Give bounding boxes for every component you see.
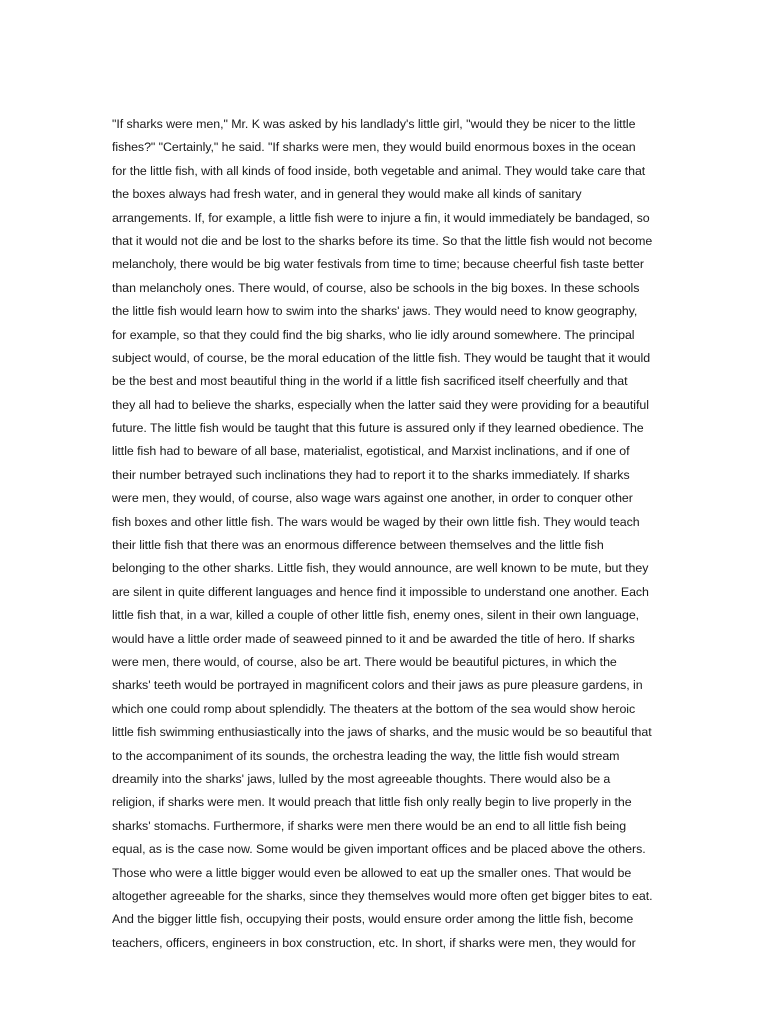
text-line: sharks' stomachs. Furthermore, if sharks were men there would be an end to all little fish being: [112, 818, 627, 833]
text-line: which one could romp about splendidly. The theaters at the bottom of the sea would show heroic: [112, 701, 636, 716]
text-line: dreamily into the sharks' jaws, lulled by the most agreeable thoughts. There would also be a: [112, 771, 611, 786]
text-line: they all had to believe the sharks, especially when the latter said they were providing for a beautiful: [112, 397, 649, 412]
text-line: arrangements. If, for example, a little fish were to injure a fin, it would immediately be bandaged, so: [112, 210, 650, 225]
text-line: their little fish that there was an enormous difference between themselves and the little fish: [112, 538, 604, 553]
text-line: little fish swimming enthusiastically into the jaws of sharks, and the music would be so beautiful that: [112, 725, 652, 740]
text-line: altogether agreeable for the sharks, since they themselves would more often get bigger bites to eat.: [112, 888, 653, 903]
text-line: fishes?" "Certainly," he said. "If sharks were men, they would build enormous boxes in the ocean: [112, 140, 636, 155]
text-line: would have a little order made of seaweed pinned to it and be awarded the title of hero. If sharks: [112, 631, 635, 646]
text-line: the boxes always had fresh water, and in general they would make all kinds of sanitary: [112, 187, 582, 202]
text-line: future. The little fish would be taught that this future is assured only if they learned obedience. The: [112, 421, 644, 436]
text-line: religion, if sharks were men. It would preach that little fish only really begin to live properly in the: [112, 795, 632, 810]
text-line: to the accompaniment of its sounds, the orchestra leading the way, the little fish would stream: [112, 748, 620, 763]
text-line: melancholy, there would be big water festivals from time to time; because cheerful fish taste better: [112, 257, 644, 272]
text-line: fish boxes and other little fish. The wars would be waged by their own little fish. They would teach: [112, 514, 640, 529]
text-line: were men, they would, of course, also wage wars against one another, in order to conquer other: [112, 491, 633, 506]
text-line: And the bigger little fish, occupying their posts, would ensure order among the little fish, become: [112, 912, 634, 927]
text-line: little fish that, in a war, killed a couple of other little fish, enemy ones, silent in their own language,: [112, 608, 640, 623]
text-line: "If sharks were men," Mr. K was asked by his landlady's little girl, "would they be nicer to the little: [112, 117, 636, 131]
text-line: sharks' teeth would be portrayed in magnificent colors and their jaws as pure pleasure gardens, in: [112, 678, 643, 693]
text-line: the little fish would learn how to swim into the sharks' jaws. They would need to know geography,: [112, 304, 638, 319]
text-line: that it would not die and be lost to the sharks before its time. So that the little fish would not become: [112, 233, 653, 248]
text-line: are silent in quite different languages and hence find it impossible to understand one another. Each: [112, 584, 649, 599]
text-line: equal, as is the case now. Some would be given important offices and be placed above the others.: [112, 842, 646, 857]
text-line: for the little fish, with all kinds of food inside, both vegetable and animal. They would take care that: [112, 163, 646, 178]
body-text: [112, 113, 660, 955]
text-line: were men, there would, of course, also be art. There would be beautiful pictures, in which the: [112, 654, 617, 669]
text-line: for example, so that they could find the big sharks, who lie idly around somewhere. The principal: [112, 327, 635, 342]
text-line: their number betrayed such inclinations they had to report it to the sharks immediately. If sharks: [112, 467, 630, 482]
text-line: be the best and most beautiful thing in the world if a little fish sacrificed itself cheerfully and that: [112, 374, 628, 389]
text-line: subject would, of course, be the moral education of the little fish. They would be taught that it would: [112, 350, 651, 365]
text-line: belonging to the other sharks. Little fish, they would announce, are well known to be mute, but they: [112, 561, 649, 576]
text-line: teachers, officers, engineers in box construction, etc. In short, if sharks were men, they would for: [112, 935, 636, 950]
text-line: little fish had to beware of all base, materialist, egotistical, and Marxist inclinations, and if one of: [112, 444, 630, 459]
text-line: than melancholy ones. There would, of course, also be schools in the big boxes. In these schools: [112, 280, 640, 295]
text-line: Those who were a little bigger would even be allowed to eat up the smaller ones. That would be: [112, 865, 632, 880]
